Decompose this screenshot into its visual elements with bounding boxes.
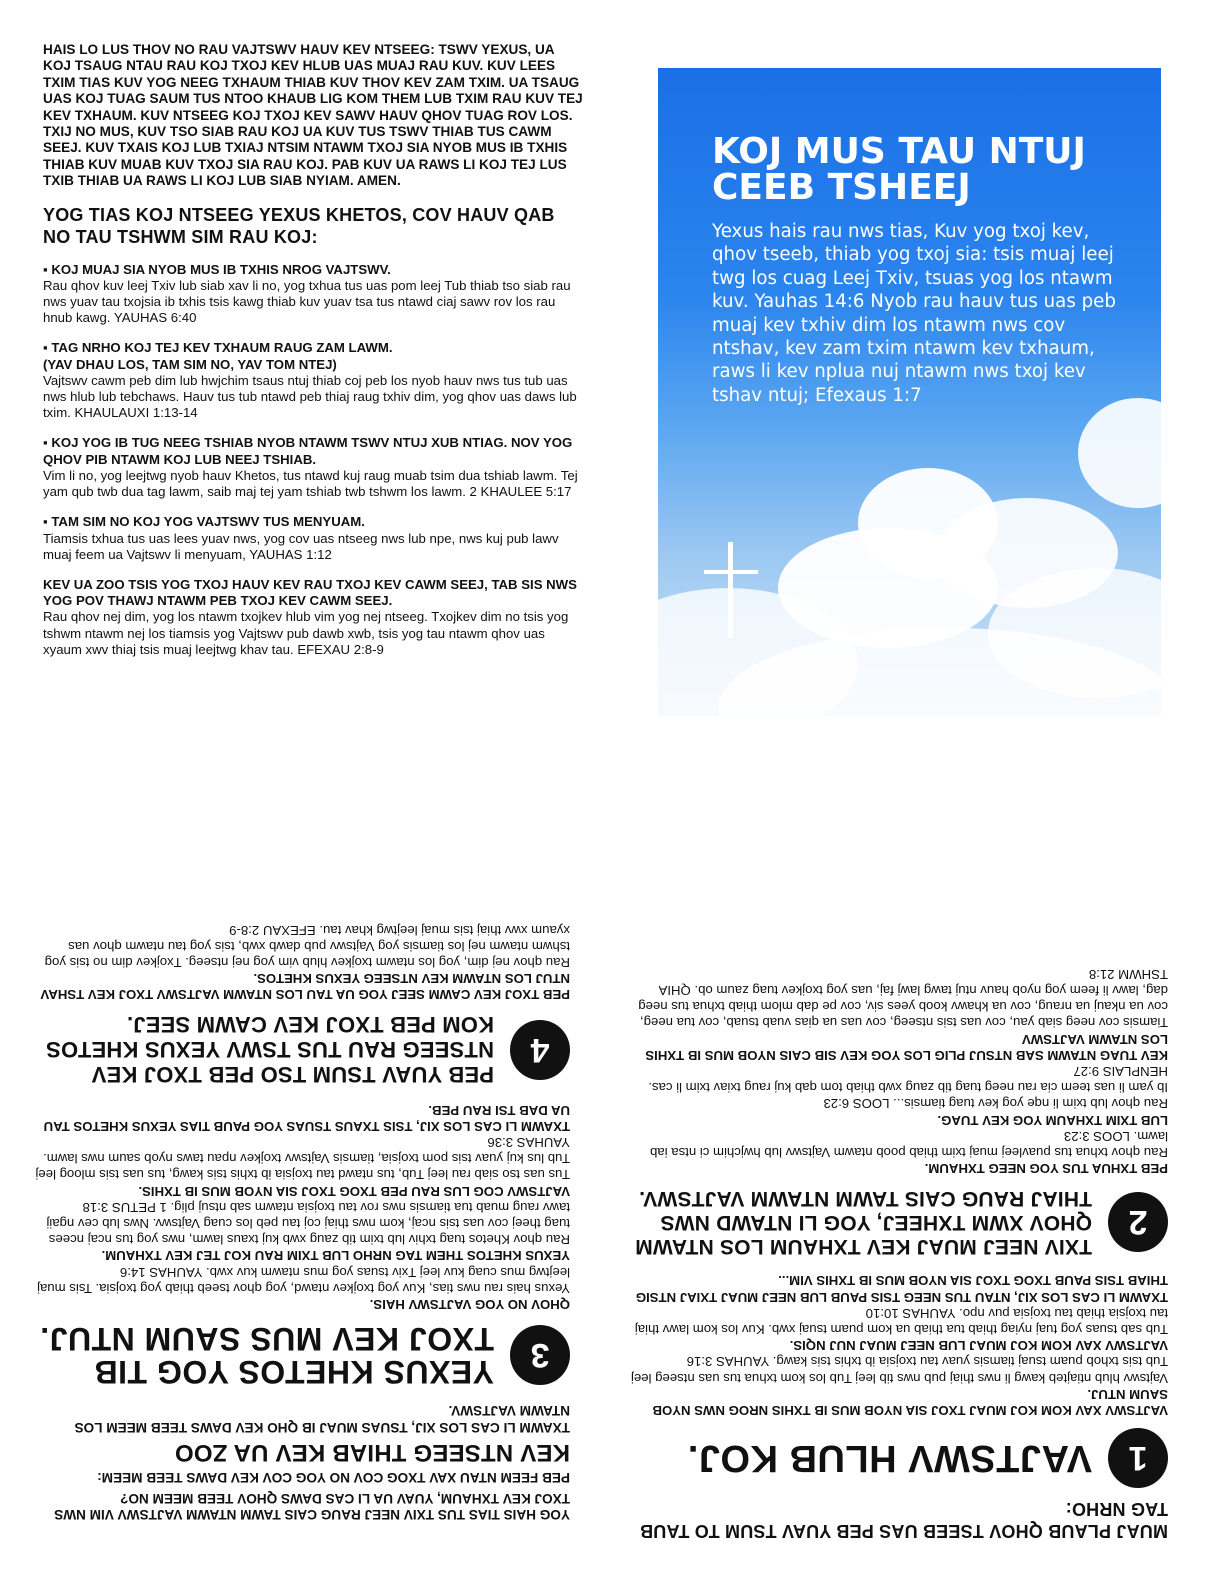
step4-number-badge: 4	[510, 1020, 570, 1080]
step4-heading: PEB YUAV TSUM TSO PEB TXOJ KEV NTSEEG RAU TUS TSWV YEXUS KHETOS KOM PEB TXOJ KEV CAWM SEEJ.	[45, 1012, 494, 1088]
step4-title: PEB TXOJ KEV CAWM SEEJ YOG UA TAU LOS NTAWM VAJTSWV TXOJ KEV TSHAV NTUJ LOS NTAWM KEV NTSEEG YEXUS KHETOS.	[40, 971, 570, 1003]
four-truths-intro: MUAJ PLAUB QHOV TSEEB UAS PEB YUAV TSUM TO TAUB TAG NRHO:	[639, 1499, 1168, 1541]
intro-answer: PEB FEEM NTAU XAV TXOG COV NO YOG COV KEV DAWS TEEB MEEM:	[97, 1470, 570, 1486]
step2-title: KEV TUAG NTAWM SAB NTSUJ PLIG LOS YOG KEV SIB CAIS NYOB MUS IB TXHIS LOS NTAWM VAJTSWV	[645, 1031, 1168, 1063]
step2-verse: Tiamsis cov neeg siab yau, cov uas tsis ntseeg, cov uas ua qias vuab tsuab, cov tua neeg, cov ua nkauj ua nraug, cov ua khawv koob yees siv, cov pe dab mlom thiab txhua tus neeg dag, lawv li feem yog nyob hauv ntuj tawg lawj faj, uas yog txojkev tuag zaum ob. QHIA TSHWM 21:8	[638, 966, 1168, 1031]
step1-title: VAJTSWV XAV KOM KOJ MUAJ TXOJ SIA NYOB MUS IB TXHIS NROG NWS NYOB SAUM NTUJ.	[652, 1386, 1168, 1418]
step1-number-badge: 1	[1108, 1428, 1168, 1488]
top-left-panel	[43, 42, 583, 658]
step3-number-badge: 3	[510, 1325, 570, 1385]
closing-verse: Rau qhov nej dim, yog los ntawm txojkev hlub vim yog nej ntseeg. Txojkev dim no tsis yog tshwm ntawm nej los tiamsis yog Vajtswv pub dawb xwb, tsis yog tau ntawm qhov uas xyaum xwv thiaj tsis muaj leejtwg khav tau. EFEXAU 2:8-9	[43, 609, 569, 657]
step3-verse: Rau qhov Khetos tuag txhiv lub txim tib zaug xwb kuj txaus lawm, nws yog tus ncaj ncees tuag theej cov uas tsis ncaj, kom nws thiaj coj tau peb los cuag Vajtswv. Nws lub cev ngaij tawv raug muab tua tiamsis nws rov tau txojsia ntawm sab ntsuj plig. 1 PETUS 3:18	[46, 1199, 570, 1248]
prayer-text: HAIS LO LUS THOV NO RAU VAJTSWV HAUV KEV NTSEEG: TSWV YEXUS, UA KOJ TSAUG NTAU RAU KOJ TXOJ KEV HLUB UAS MUAJ RAU KUV. KUV LEES TXIM TIAS KUV YOG NEEG TXHAUM THIAB KUV THOV KEV ZAM TXIM. UA TSAUG UAS KOJ TUAG SAUM TUS NTOO KHAUB LIG KOM THEM LUB TXIM RAU KUV TEJ KEV TXHAUM. KUV NTSEEG KOJ TXOJ KEV SAWV HAUV QHOV TUAG ROV LOS. TXIJ NO MUS, KUV TSO SIAB RAU KOJ UA KUV TUS TSWV THIAB TUS CAWM SEEJ. KUV TXAIS KOJ LUB TXIAJ NTSIM NTAWM TXOJ SIA NYOB MUS IB TXHIS THIAB KUV MUAB KUV TXOJ SIA RAU KOJ. PAB KUV UA RAWS LI KOJ TEJ LUS TXIB THIAB UA RAWS LI KOJ LUB SIAB NYIAM. AMEN.	[43, 42, 583, 189]
poster-verse: Yexus hais rau nws tias, Kuv yog txoj kev, qhov tseeb, thiab yog txoj sia: tsis muaj leej twg los cuag Leej Txiv, tsuas yog los ntawm kuv. Yauhas 14:6 Nyob rau hauv tus uas peb muaj kev txhiv dim los ntawm nws cov ntshav, kev zam txim ntawm kev txhaum, raws li kev nplua nuj ntawm nws txoj kev tshav ntuj; Efexaus 1:7	[712, 221, 1116, 406]
step3-title: VAJTSWV COG LUS RAU PEB TXOG TXOJ SIA NYOB MUS IB TXHIS.	[138, 1183, 570, 1199]
step3-verse: Tus uas tso siab rau leej Tub, tus ntawd tau txojsia ib txhis tsis kawg, tus uas tsis mloog leej Tub lus kuj yuav tsis pom txojsia, tiamsis Vajtswv txojkev npau taws nyob saum nws lawm. YAUHAS 3:36	[35, 1134, 570, 1183]
step3-verse: Yexus hais rau nws tias, Kuv yog txojkev ntawd, yog qhov tseeb thiab yog txojsia. Tsis muaj leejtwg mus cuag kuv leej Txiv tsuas yog mus ntawm kuv xwb. YAUHAS 14:6	[37, 1264, 570, 1296]
closing-block	[43, 577, 583, 658]
step3-title: QHOV NO YOG VAJTSWV HAIS.	[369, 1296, 570, 1312]
assurance-item	[43, 262, 583, 327]
step4-verse: Rau qhov nej dim, yog los ntawm txojkev hlub vim yog nej ntseeg. Txojkev dim no tsis yog tshwm ntawm nej los tiamsis yog Vajtswv pub dawb xwb, tsis yog tau ntawm qhov uas xyaum xwv thiaj tsis muaj leejtwg khav tau. EFEXAU 2:8-9	[44, 922, 570, 970]
closing-title: KEV UA ZOO TSIS YOG TXOJ HAUV KEV RAU TXOJ KEV CAWM SEEJ, TAB SIS NWS YOG POV THAWJ NTAWM PEB TXOJ KEV CAWM SEEJ.	[43, 576, 577, 609]
step1-verse: Tub sab tsuas yog tuaj nyiag thiab tua thiab ua kom puam tsuaj xwb. Kuv los kom lawv thiaj tau txojsia thiab tau txojsia puv npo. YAUHAS 10:10	[634, 1305, 1168, 1337]
assurance-title: ▪ TAG NRHO KOJ TEJ KEV TXHAUM RAUG ZAM LAWM. (YAV DHAU LOS, TAM SIM NO, YAV TOM NTEJ)	[43, 340, 393, 372]
step3-header	[30, 1322, 570, 1388]
assurance-verse: Rau qhov kuv leej Txiv lub siab xav li no, yog txhua tus uas pom leej Tub thiab tso siab rau nws yuav tau txojsia ib txhis tsis kawg thiab kuv yuav tsa tus ntawd ciaj sawv rov los rau hnub kawg. YAUHAS 6:40	[43, 277, 571, 326]
assurance-item	[43, 340, 583, 421]
intro-question: YOG HAIS TIAS TUS TXIV NEEJ RAUG CAIS TAWM NTAWM VAJTSWV VIM NWS TXOJ KEV TXHAUM, YUAV UA LI CAS DAWS QHOV TEEB MEEM NO?	[54, 1490, 570, 1522]
step1-heading: VAJTSWV HLUB KOJ.	[687, 1437, 1092, 1479]
bottom-right-panel	[628, 842, 1168, 1542]
assurance-title: ▪ KOJ MUAJ SIA NYOB MUS IB TXHIS NROG VAJTSWV.	[43, 261, 391, 277]
assurance-verse: Tiamsis txhua tus uas lees yuav nws, yog cov uas ntseeg nws lub npe, nws kuj pub lawv muaj feem ua Vajtswv li menyuam, YAUHAS 1:12	[43, 530, 559, 562]
step1-verse: Vajtswv hlub ntiajteb kawg li nws thiaj pub nws tib leej Tub los kom txhua tus uas ntseeg leej Tub tsis txhob puam tsuaj tiamsis yuav tau txojsia ib txhis tsis kawg. YAUHAS 3:16	[630, 1354, 1168, 1386]
assurance-verse: Vajtswv cawm peb dim lub hwjchim tsaus ntuj thiab coj peb los nyob hauv nws tus tub uas nws hlub lub tebchaws. Hauv tus tub ntawd peb thiaj raug txhiv dim, yog qhov uas daws lub txim. KHAULAUXI 1:13-14	[43, 372, 577, 421]
assurance-title: ▪ KOJ YOG IB TUG NEEG TSHIAB NYOB NTAWM TSWV NTUJ XUB NTIAG. NOV YOG QHOV PIB NTAWM KOJ LUB NEEJ TSHIAB.	[43, 435, 573, 467]
step1-header	[628, 1428, 1168, 1488]
assurance-heading: YOG TIAS KOJ NTSEEG YEXUS KHETOS, COV HAUV QAB NO TAU TSHWM SIM RAU KOJ:	[43, 204, 555, 247]
sky-poster	[658, 68, 1161, 716]
faith-works-heading: KEV NTSEEG THIAB KEV UA ZOO	[174, 1438, 570, 1466]
assurance-title: ▪ TAM SIM NO KOJ YOG VAJTSWV TUS MENYUAM.	[43, 514, 365, 530]
intro-solution: TXAWM LI CAS LOS XIJ, TSUAS MUAJ IB QHO KEV DAWS TEEB MEEM LOS NTAWM VAJTSWV.	[74, 1403, 570, 1435]
step4-header	[30, 1012, 570, 1087]
step1-title: VAJTSWV XAV KOM KOJ MUAJ LUB NEEJ MUAJ NUJ NQIS.	[789, 1338, 1168, 1354]
step2-header	[628, 1186, 1168, 1258]
cloud-shape	[1078, 398, 1161, 508]
step2-title: LUB TXIM TXHAUM YOG KEV TUAG.	[937, 1112, 1168, 1128]
step2-verse: Rau qhov lub txim li nqe yog kev tuag tiamsis... LOOS 6:23	[823, 1096, 1168, 1112]
assurance-item	[43, 514, 583, 563]
assurance-item	[43, 435, 583, 500]
step3-title: YEXUS KHETOS THEM TAG NRHO LUB TXIM RAU KOJ TEJ KEV TXHAUM.	[101, 1248, 570, 1264]
assurance-verse: Vim li no, yog leejtwg nyob hauv Khetos, tus ntawd kuj raug muab tsim dua tshiab lawm. Tej yam qub twb dua tag lawm, saib maj tej yam tshiab twb tshwm los lawm. 2 KHAULEE 5:17	[43, 467, 578, 500]
cross-icon	[704, 542, 758, 638]
step2-verse: Rau qhov txhua tus puavleej muaj txim thiab poob ntawm Vajtswv lub hwjchim ci ntsa iab lawm. LOOS 3:23	[650, 1128, 1168, 1160]
step2-title: PEB TXHUA TUS YOG NEEG TXHAUM.	[924, 1161, 1168, 1177]
step1-title: TXAWM LI CAS LOS XIJ, NTAU TUS NEEG TSIS PAUB LUB NEEJ MUAJ TXIAJ NTSIG THIAB TSIS PAUB TXOG TXOJ SIA NYOB MUS IB TXHIS VIM...	[635, 1273, 1168, 1305]
bottom-left-panel	[30, 822, 570, 1522]
step2-number-badge: 2	[1108, 1192, 1168, 1252]
step2-verse: Ib yam li uas teem cia rau neeg tuag tib zaug xwb thiab tom qab kuj raug txiav txim li cas. HENPLAIS 9:27	[648, 1063, 1168, 1096]
step3-title: TXAWM LI CAS LOS XIJ, TSIS TXAUS TSUAS YOG PAUB TIAS YEXUS KHETOS TAU UA DAB TSI RAU PEB.	[43, 1102, 570, 1134]
step3-heading: YEXUS KHETOS YOG TIB TXOJ KEV MUS SAUM NTUJ.	[39, 1320, 494, 1390]
step2-heading: TXIV NEEJ MUAJ KEV TXHAUM LOS NTAWM QHOV XWM TXHEEJ, YOG LI NTAWD NWS THIAJ RAUG CAIS TAWM NTAWM VAJTSWV.	[635, 1187, 1092, 1259]
poster-title: KOJ MUS TAU NTUJ CEEB TSHEEJ	[712, 131, 1086, 208]
